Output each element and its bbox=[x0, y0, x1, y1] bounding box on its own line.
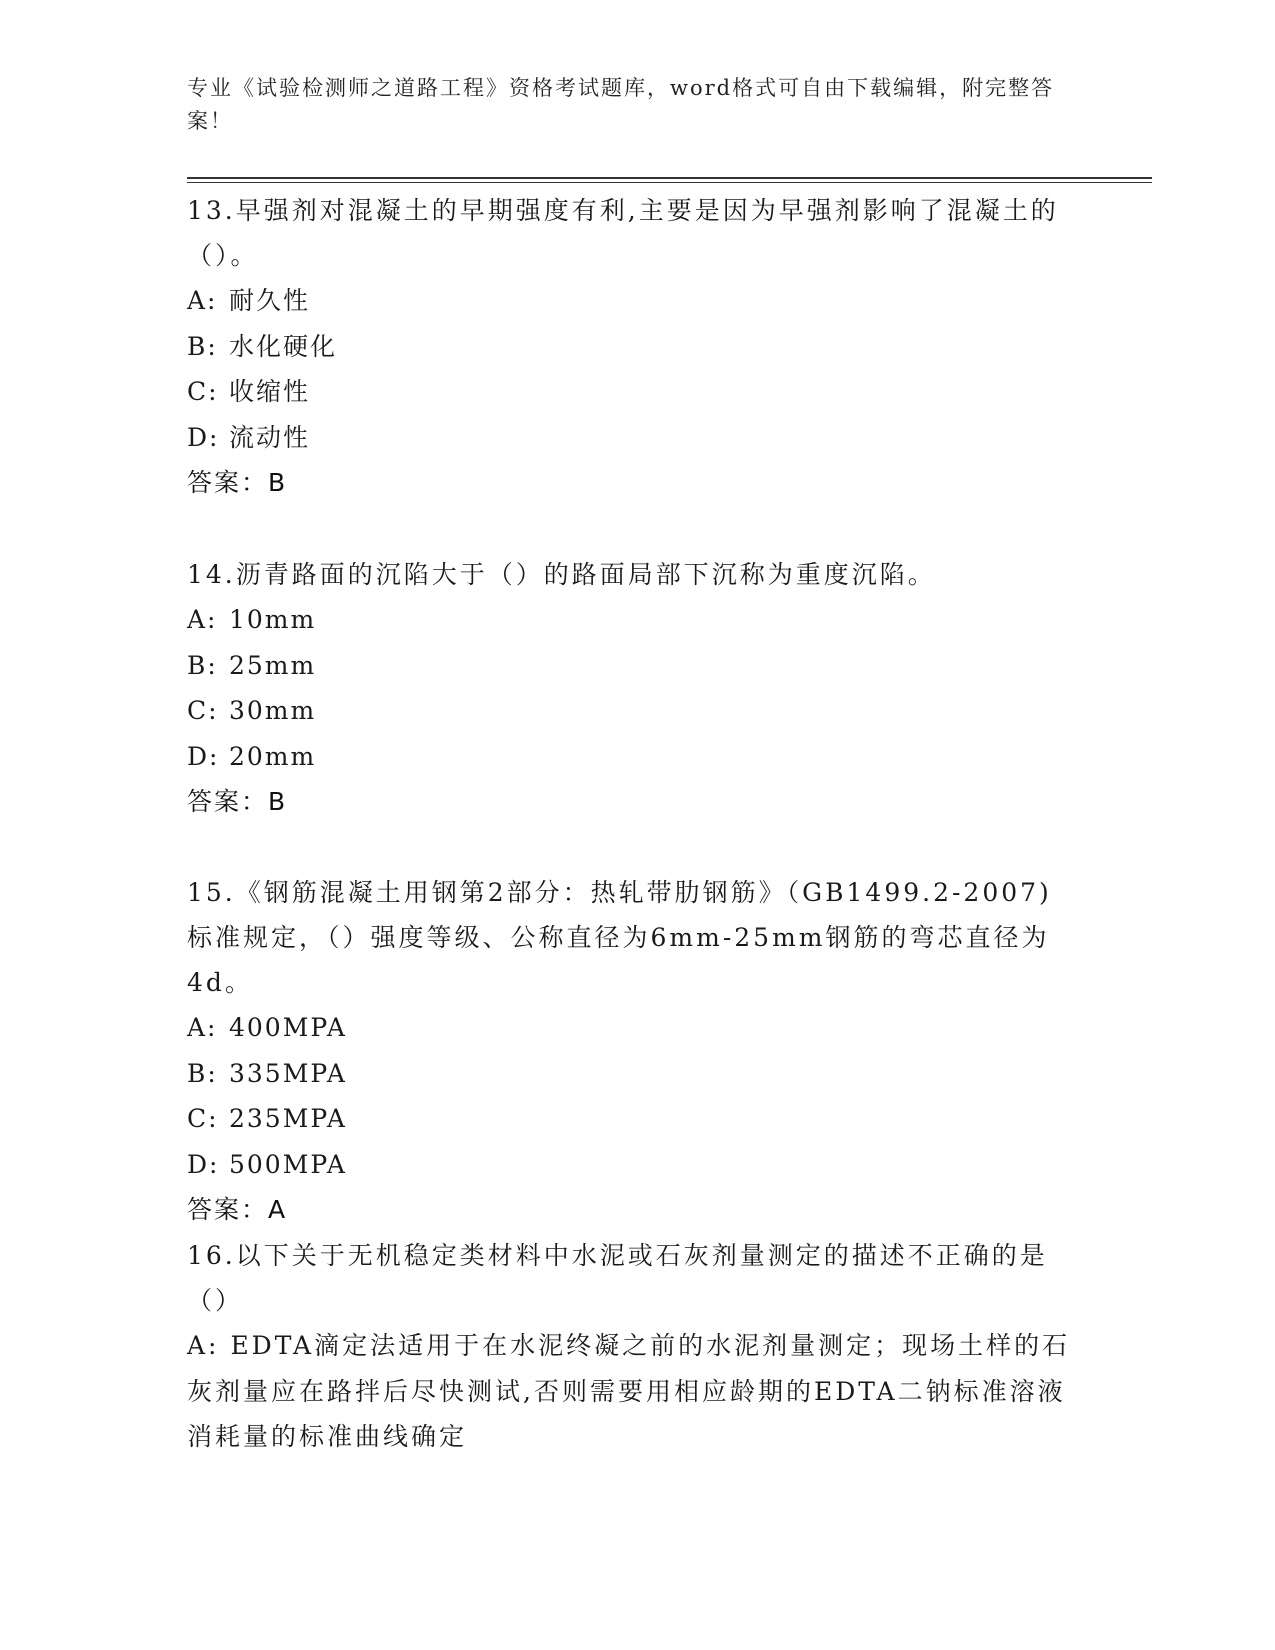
option-text: 400MPA bbox=[229, 1013, 347, 1042]
option-text: 235MPA bbox=[229, 1104, 347, 1133]
question-13 bbox=[187, 188, 1072, 505]
option-key: A: bbox=[187, 286, 218, 315]
question-stem: 13.早强剂对混凝土的早期强度有利,主要是因为早强剂影响了混凝土的（）。 bbox=[187, 196, 1059, 270]
option-d bbox=[187, 415, 1072, 461]
option-key: A: bbox=[187, 1331, 220, 1360]
question-15 bbox=[187, 870, 1072, 1232]
option-text: 流动性 bbox=[229, 422, 311, 452]
header-divider-thick bbox=[187, 177, 1152, 179]
option-key: A: bbox=[187, 1013, 218, 1042]
option-key: C: bbox=[187, 696, 219, 725]
option-a bbox=[187, 1323, 1072, 1460]
option-text: 335MPA bbox=[229, 1058, 347, 1088]
header-divider-thin bbox=[187, 182, 1152, 183]
option-text: 收缩性 bbox=[229, 377, 311, 406]
answer: 答案：B bbox=[187, 468, 288, 497]
option-a bbox=[187, 597, 1072, 643]
option-key: B: bbox=[187, 331, 218, 361]
option-key: D: bbox=[187, 741, 220, 771]
answer: 答案：B bbox=[187, 787, 288, 816]
option-c bbox=[187, 1096, 1072, 1142]
option-text: EDTA滴定法适用于在水泥终凝之前的水泥剂量测定；现场土样的石灰剂量应在路拌后尽快测试,否则需要用相应龄期的EDTA二钠标准溶液消耗量的标准曲线确定 bbox=[187, 1331, 1071, 1451]
option-key: D: bbox=[187, 422, 220, 452]
answer: 答案：A bbox=[187, 1195, 288, 1224]
option-key: C: bbox=[187, 1104, 219, 1133]
question-stem: 14.沥青路面的沉陷大于（）的路面局部下沉称为重度沉陷。 bbox=[187, 560, 936, 589]
option-key: B: bbox=[187, 1058, 218, 1088]
option-b bbox=[187, 643, 1072, 689]
question-stem: 16.以下关于无机稳定类材料中水泥或石灰剂量测定的描述不正确的是（） bbox=[187, 1241, 1048, 1315]
question-16 bbox=[187, 1233, 1072, 1460]
option-a bbox=[187, 278, 1072, 324]
option-text: 25mm bbox=[229, 650, 317, 680]
option-key: D: bbox=[187, 1149, 220, 1179]
option-key: A: bbox=[187, 605, 218, 634]
option-text: 30mm bbox=[229, 696, 317, 725]
option-b bbox=[187, 324, 1072, 370]
option-c bbox=[187, 688, 1072, 734]
option-text: 水化硬化 bbox=[229, 331, 338, 361]
option-a bbox=[187, 1005, 1072, 1051]
question-14 bbox=[187, 552, 1072, 824]
document-header: 专业《试验检测师之道路工程》资格考试题库，word格式可自由下载编辑，附完整答案！ bbox=[187, 76, 1055, 133]
option-text: 500MPA bbox=[229, 1149, 347, 1179]
option-b bbox=[187, 1051, 1072, 1097]
option-text: 20mm bbox=[229, 741, 317, 771]
option-key: B: bbox=[187, 650, 218, 680]
option-d bbox=[187, 1142, 1072, 1188]
option-d bbox=[187, 734, 1072, 780]
question-stem: 15.《钢筋混凝土用钢第2部分：热轧带肋钢筋》（GB1499.2-2007)标准规定，（）强度等级、公称直径为6mm-25mm钢筋的弯芯直径为4d。 bbox=[187, 878, 1052, 997]
option-c bbox=[187, 369, 1072, 415]
option-key: C: bbox=[187, 377, 219, 406]
option-text: 耐久性 bbox=[229, 286, 311, 315]
option-text: 10mm bbox=[229, 605, 317, 634]
